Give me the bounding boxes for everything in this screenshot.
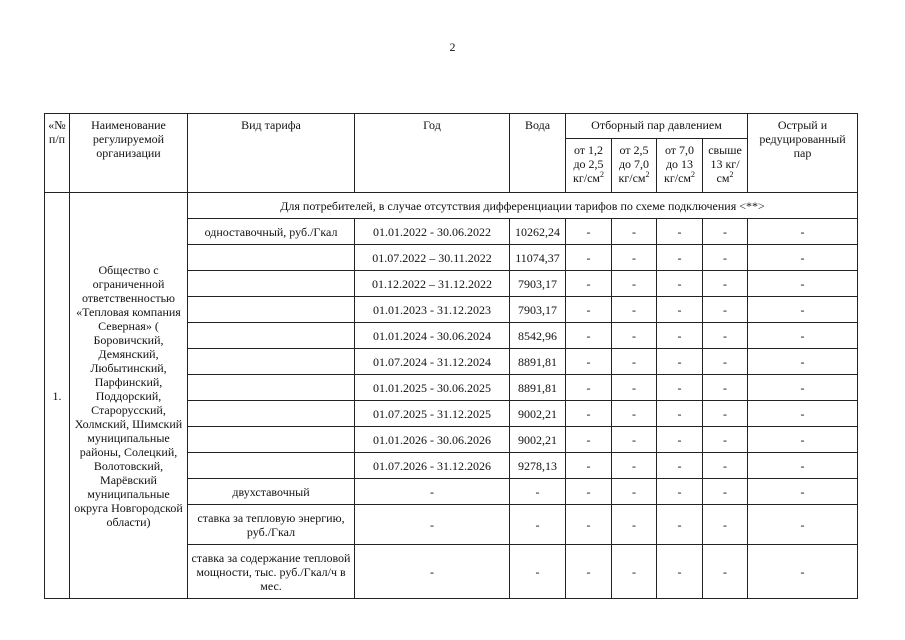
steam-4-cell: - [703,401,748,427]
water-cell: 8891,81 [510,349,566,375]
header-year: Год [355,114,510,193]
steam-2-cell: - [612,323,657,349]
water-cell: 8542,96 [510,323,566,349]
steam-3-cell: - [657,401,703,427]
steam-1-cell: - [566,453,612,479]
sharp-steam-cell: - [748,479,858,505]
steam-3-cell: - [657,545,703,599]
tariff-type-empty [188,349,355,375]
header-org: Наименование регулируемой организации [70,114,188,193]
sharp-steam-cell: - [748,427,858,453]
water-cell: - [510,545,566,599]
period-cell: 01.01.2026 - 30.06.2026 [355,427,510,453]
sharp-steam-cell: - [748,219,858,245]
period-cell: 01.07.2026 - 31.12.2026 [355,453,510,479]
period-cell: 01.01.2024 - 30.06.2024 [355,323,510,349]
period-cell: 01.01.2022 - 30.06.2022 [355,219,510,245]
tariff-type-empty [188,297,355,323]
steam-1-cell: - [566,219,612,245]
steam-4-cell: - [703,219,748,245]
steam-2-cell: - [612,479,657,505]
water-cell: 7903,17 [510,297,566,323]
header-steam-4: свыше 13 $кг/см^2$ [703,139,748,193]
water-cell: 7903,17 [510,271,566,297]
row-number: 1. [45,193,70,599]
steam-1-cell: - [566,505,612,545]
steam-1-cell: - [566,245,612,271]
steam-4-cell: - [703,427,748,453]
steam-1-cell: - [566,323,612,349]
tariff-type-empty [188,427,355,453]
steam-4-cell: - [703,349,748,375]
steam-1-cell: - [566,297,612,323]
tariff-type-two-rate: двухставочный [188,479,355,505]
steam-3-cell: - [657,219,703,245]
steam-2-cell: - [612,375,657,401]
steam-2-cell: - [612,219,657,245]
steam-3-cell: - [657,453,703,479]
header-num: «№ п/п [45,114,70,193]
steam-3-cell: - [657,245,703,271]
steam-4-cell: - [703,375,748,401]
sharp-steam-cell: - [748,245,858,271]
period-cell: - [355,479,510,505]
steam-4-cell: - [703,505,748,545]
tariff-type-empty [188,245,355,271]
steam-1-cell: - [566,375,612,401]
steam-3-cell: - [657,297,703,323]
period-cell: - [355,505,510,545]
sharp-steam-cell: - [748,297,858,323]
sharp-steam-cell: - [748,375,858,401]
organization-name: Общество с ограниченной ответственностью «Тепловая компания Северная» ( Боровичский, Демянский, Любытинский, Парфинский, Поддорский, Старорусский, Холмский, Шимский муниципальные районы, Солецкий, Волотовский, Марёвский муниципальные округа Новгородской области) [70,193,188,599]
steam-1-cell: - [566,479,612,505]
steam-2-cell: - [612,505,657,545]
steam-3-cell: - [657,323,703,349]
water-cell: 9002,21 [510,427,566,453]
steam-2-cell: - [612,401,657,427]
steam-4-cell: - [703,323,748,349]
sharp-steam-cell: - [748,401,858,427]
steam-3-cell: - [657,271,703,297]
tariff-type-empty [188,401,355,427]
water-cell: 9278,13 [510,453,566,479]
water-cell: - [510,505,566,545]
steam-2-cell: - [612,245,657,271]
header-water: Вода [510,114,566,193]
steam-1-cell: - [566,401,612,427]
steam-2-cell: - [612,453,657,479]
tariff-type-empty [188,453,355,479]
steam-3-cell: - [657,505,703,545]
period-cell: 01.07.2022 – 30.11.2022 [355,245,510,271]
period-cell: 01.12.2022 – 31.12.2022 [355,271,510,297]
steam-1-cell: - [566,349,612,375]
water-cell: 9002,21 [510,401,566,427]
steam-4-cell: - [703,479,748,505]
page-number: 2 [449,40,456,54]
period-cell: - [355,545,510,599]
tariff-table [44,113,858,599]
header-sharp-steam: Острый и редуцированный пар [748,114,858,193]
steam-2-cell: - [612,271,657,297]
tariff-type-energy-rate: ставка за тепловую энергию, руб./Гкал [188,505,355,545]
tariff-type-capacity-rate: ставка за содержание тепловой мощности, тыс. руб./Гкал/ч в мес. [188,545,355,599]
header-steam-3: от 7,0 до 13 $кг/см^2$ [657,139,703,193]
steam-3-cell: - [657,375,703,401]
header-steam-1: от 1,2 до 2,5 $кг/см^2$ [566,139,612,193]
steam-1-cell: - [566,427,612,453]
steam-1-cell: - [566,545,612,599]
period-cell: 01.01.2023 - 31.12.2023 [355,297,510,323]
period-cell: 01.07.2025 - 31.12.2025 [355,401,510,427]
steam-3-cell: - [657,349,703,375]
steam-2-cell: - [612,297,657,323]
steam-2-cell: - [612,349,657,375]
header-tariff-type: Вид тарифа [188,114,355,193]
water-cell: 10262,24 [510,219,566,245]
sharp-steam-cell: - [748,453,858,479]
water-cell: 8891,81 [510,375,566,401]
steam-4-cell: - [703,271,748,297]
header-steam-2: от 2,5 до 7,0 $кг/см^2$ [612,139,657,193]
steam-3-cell: - [657,479,703,505]
sharp-steam-cell: - [748,505,858,545]
water-cell: 11074,37 [510,245,566,271]
steam-4-cell: - [703,297,748,323]
steam-4-cell: - [703,545,748,599]
sharp-steam-cell: - [748,323,858,349]
sharp-steam-cell: - [748,271,858,297]
sharp-steam-cell: - [748,349,858,375]
consumers-note: Для потребителей, в случае отсутствия дифференциации тарифов по схеме подключения <**> [188,193,858,219]
tariff-type-single: одноставочный, руб./Гкал [188,219,355,245]
steam-3-cell: - [657,427,703,453]
period-cell: 01.07.2024 - 31.12.2024 [355,349,510,375]
tariff-type-empty [188,271,355,297]
header-steam-group: Отборный пар давлением [566,114,748,139]
steam-2-cell: - [612,427,657,453]
sharp-steam-cell: - [748,545,858,599]
steam-2-cell: - [612,545,657,599]
tariff-type-empty [188,323,355,349]
steam-4-cell: - [703,245,748,271]
steam-4-cell: - [703,453,748,479]
steam-1-cell: - [566,271,612,297]
tariff-type-empty [188,375,355,401]
water-cell: - [510,479,566,505]
period-cell: 01.01.2025 - 30.06.2025 [355,375,510,401]
